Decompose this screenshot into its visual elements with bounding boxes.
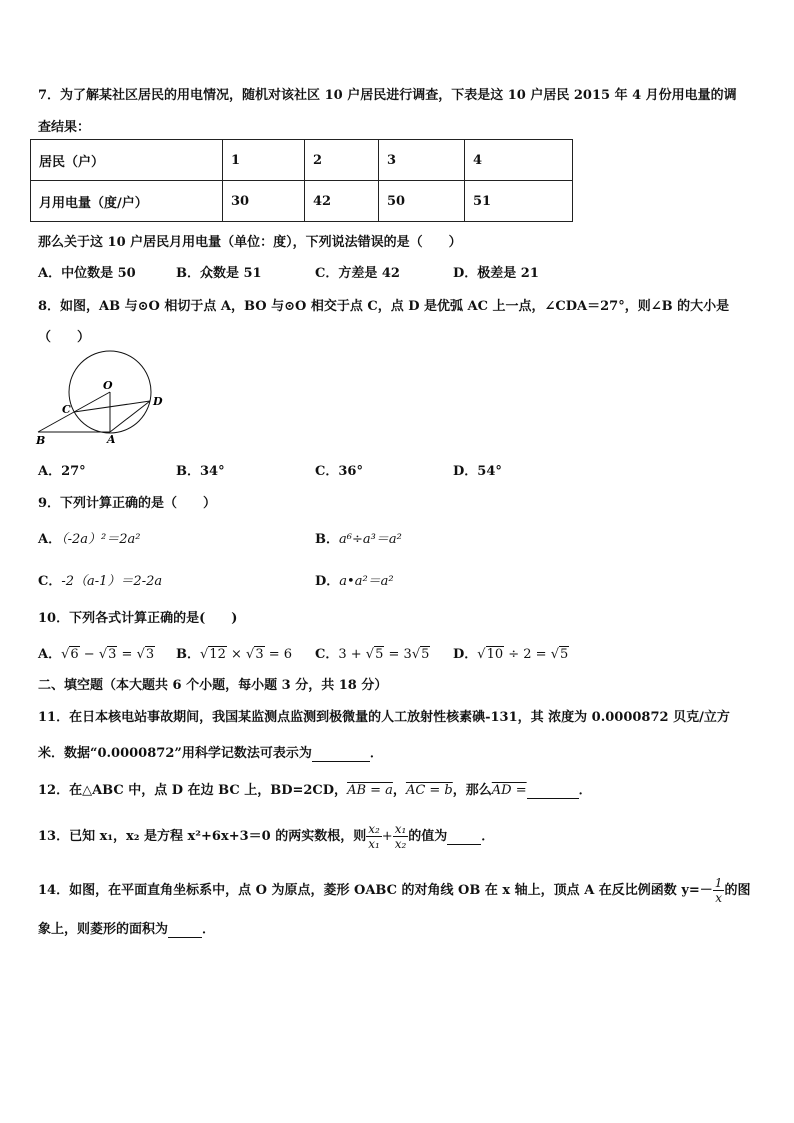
q7-stem-line1: 7．为了解某社区居民的用电情况，随机对该社区 10 户居民进行调查，下表是这 10 户居民 2015 年 4 月份用电量的调 (38, 88, 737, 103)
q11-end: ． (369, 746, 383, 761)
q7-option-c[interactable]: C．方差是 42 (315, 266, 400, 281)
sqrt-expr: √3 (246, 647, 264, 662)
radicand: 5 (421, 647, 430, 662)
sqrt-expr: √3 (136, 647, 155, 662)
q7-question: 那么关于这 10 户居民月用电量（单位：度），下列说法错误的是（ ） (38, 235, 462, 250)
q14-stem-line1 (38, 876, 750, 905)
option-expr: a•a²＝a² (339, 574, 394, 589)
table-cell: 2 (305, 140, 379, 181)
q8-option-d[interactable]: D．54° (453, 464, 502, 479)
q10-option-a[interactable] (38, 643, 155, 662)
q10-stem: 10．下列各式计算正确的是( ) (38, 611, 238, 626)
q8-option-a[interactable]: A．27° (38, 464, 86, 479)
sqrt-expr: √5 (550, 647, 569, 662)
q8-circle-figure (30, 350, 180, 450)
table-cell: 30 (223, 181, 305, 222)
radicand: 5 (560, 647, 569, 662)
q7-data-table (30, 139, 573, 222)
option-expr: （-2a）²＝2a² (61, 532, 141, 547)
table-cell: 42 (305, 181, 379, 222)
q8-option-b[interactable]: B．34° (176, 464, 225, 479)
sqrt-expr: √5 (411, 647, 430, 662)
denominator: x₁ (368, 837, 380, 851)
sqrt-expr: √6 (61, 647, 79, 662)
q9-option-a[interactable] (38, 528, 140, 547)
option-expr: -2（a-1）＝2-2a (61, 574, 163, 589)
radicand: 12 (209, 647, 226, 662)
q13-end: ． (481, 829, 495, 844)
operand: 3 + (338, 647, 366, 662)
q8-option-c[interactable]: C．36° (315, 464, 363, 479)
answer-blank[interactable] (168, 922, 202, 938)
table-cell: 50 (379, 181, 465, 222)
q14-stem-line2 (38, 918, 215, 938)
option-label: D． (315, 574, 340, 589)
label-a: A (107, 433, 116, 446)
q10-option-c[interactable] (315, 643, 430, 662)
q14-post: 的图 (724, 883, 751, 898)
denominator: x (715, 891, 722, 905)
plus-sign: + (381, 829, 393, 844)
q7-stem-line2: 查结果： (38, 120, 91, 135)
numerator: x₂ (368, 822, 380, 836)
sqrt-expr: √10 (477, 647, 504, 662)
q11-stem-line1: 11．在日本核电站事故期间，我国某监测点监测到极微量的人工放射性核素碘-131，其 浓度为 0.0000872 贝克/立方 (38, 710, 730, 725)
q12-end: ． (578, 783, 592, 798)
sqrt-expr: √5 (365, 647, 384, 662)
numerator: 1 (714, 876, 723, 890)
option-label: C． (38, 574, 62, 589)
option-label: A． (38, 532, 62, 547)
radicand: 3 (145, 647, 155, 662)
denominator: x₂ (394, 837, 407, 851)
radicand: 3 (255, 647, 264, 662)
q7-option-a[interactable]: A．中位数是 50 (38, 266, 136, 281)
radicand: 3 (108, 647, 117, 662)
section-title: 二、填空题（本大题共 6 个小题，每小题 3 分，共 18 分） (38, 678, 388, 693)
q10-option-d[interactable] (453, 643, 569, 662)
q12-sep: ， (392, 783, 406, 798)
table-cell: 1 (223, 140, 305, 181)
q13-post: 的值为 (408, 829, 448, 844)
option-label: B． (176, 647, 200, 662)
q14-end: ． (202, 922, 216, 937)
q8-stem-line2: （ ） (38, 330, 91, 345)
answer-blank[interactable] (527, 783, 579, 799)
vector-ab: AB = a (347, 783, 393, 798)
operator: ÷ 2 = (504, 647, 551, 662)
q12-text: 12．在△ABC 中，点 D 在边 BC 上，BD=2CD， (38, 783, 348, 798)
table-row (31, 181, 573, 222)
q10-option-b[interactable] (176, 643, 292, 662)
table-cell: 4 (465, 140, 573, 181)
label-b: B (36, 434, 46, 447)
q7-option-d[interactable]: D．极差是 21 (453, 266, 539, 281)
q9-option-d[interactable] (315, 570, 394, 589)
q9-option-b[interactable] (315, 528, 402, 547)
option-label: D． (453, 647, 478, 662)
answer-blank[interactable] (312, 746, 370, 762)
vector-ad: AD = (491, 783, 527, 798)
vector-ac: AC = b (405, 783, 453, 798)
operator: − (79, 647, 99, 662)
operator: × (226, 647, 247, 662)
option-label: C． (315, 647, 339, 662)
fraction (366, 822, 382, 851)
option-label: A． (38, 647, 62, 662)
answer-blank[interactable] (447, 829, 481, 845)
table-cell: 3 (379, 140, 465, 181)
fraction (713, 876, 725, 905)
q12-stem (38, 779, 592, 799)
q11-text: 米．数据“0.0000872”用科学记数法可表示为 (38, 746, 312, 761)
q12-mid: ，那么 (452, 783, 492, 798)
table-cell: 月用电量（度/户） (31, 181, 223, 222)
label-o: O (103, 379, 113, 392)
q7-option-b[interactable]: B．众数是 51 (176, 266, 262, 281)
table-cell: 居民（户） (31, 140, 223, 181)
sqrt-expr: √3 (98, 647, 117, 662)
q14-text: 14．如图，在平面直角坐标系中，点 O 为原点，菱形 OABC 的对角线 OB 在 x 轴上，顶点 A 在反比例函数 y=－ (38, 883, 713, 898)
label-d: D (153, 395, 163, 408)
radicand: 6 (70, 647, 79, 662)
q8-stem-line1: 8．如图，AB 与⊙O 相切于点 A，BO 与⊙O 相交于点 C，点 D 是优弧 AC 上一点，∠CDA＝27°，则∠B 的大小是 (38, 299, 730, 314)
table-row (31, 140, 573, 181)
radicand: 10 (486, 647, 504, 662)
option-label: B． (315, 532, 339, 547)
table-cell: 51 (465, 181, 573, 222)
q11-stem-line2 (38, 742, 383, 762)
q13-stem (38, 822, 494, 851)
equals: = 3 (384, 647, 412, 662)
sqrt-expr: √12 (200, 647, 226, 662)
equals: = (117, 647, 137, 662)
q13-text: 13．已知 x₁，x₂ 是方程 x²+6x+3＝0 的两实数根，则 (38, 829, 367, 844)
numerator: x₁ (394, 822, 407, 836)
q9-stem: 9．下列计算正确的是（ ） (38, 496, 217, 511)
equals: = 6 (264, 647, 293, 662)
radicand: 5 (375, 647, 384, 662)
label-c: C (62, 403, 71, 416)
fraction (393, 822, 409, 851)
option-expr: a⁶÷a³＝a² (339, 532, 402, 547)
q9-option-c[interactable] (38, 570, 162, 589)
q14-text2: 象上，则菱形的面积为 (38, 922, 169, 937)
